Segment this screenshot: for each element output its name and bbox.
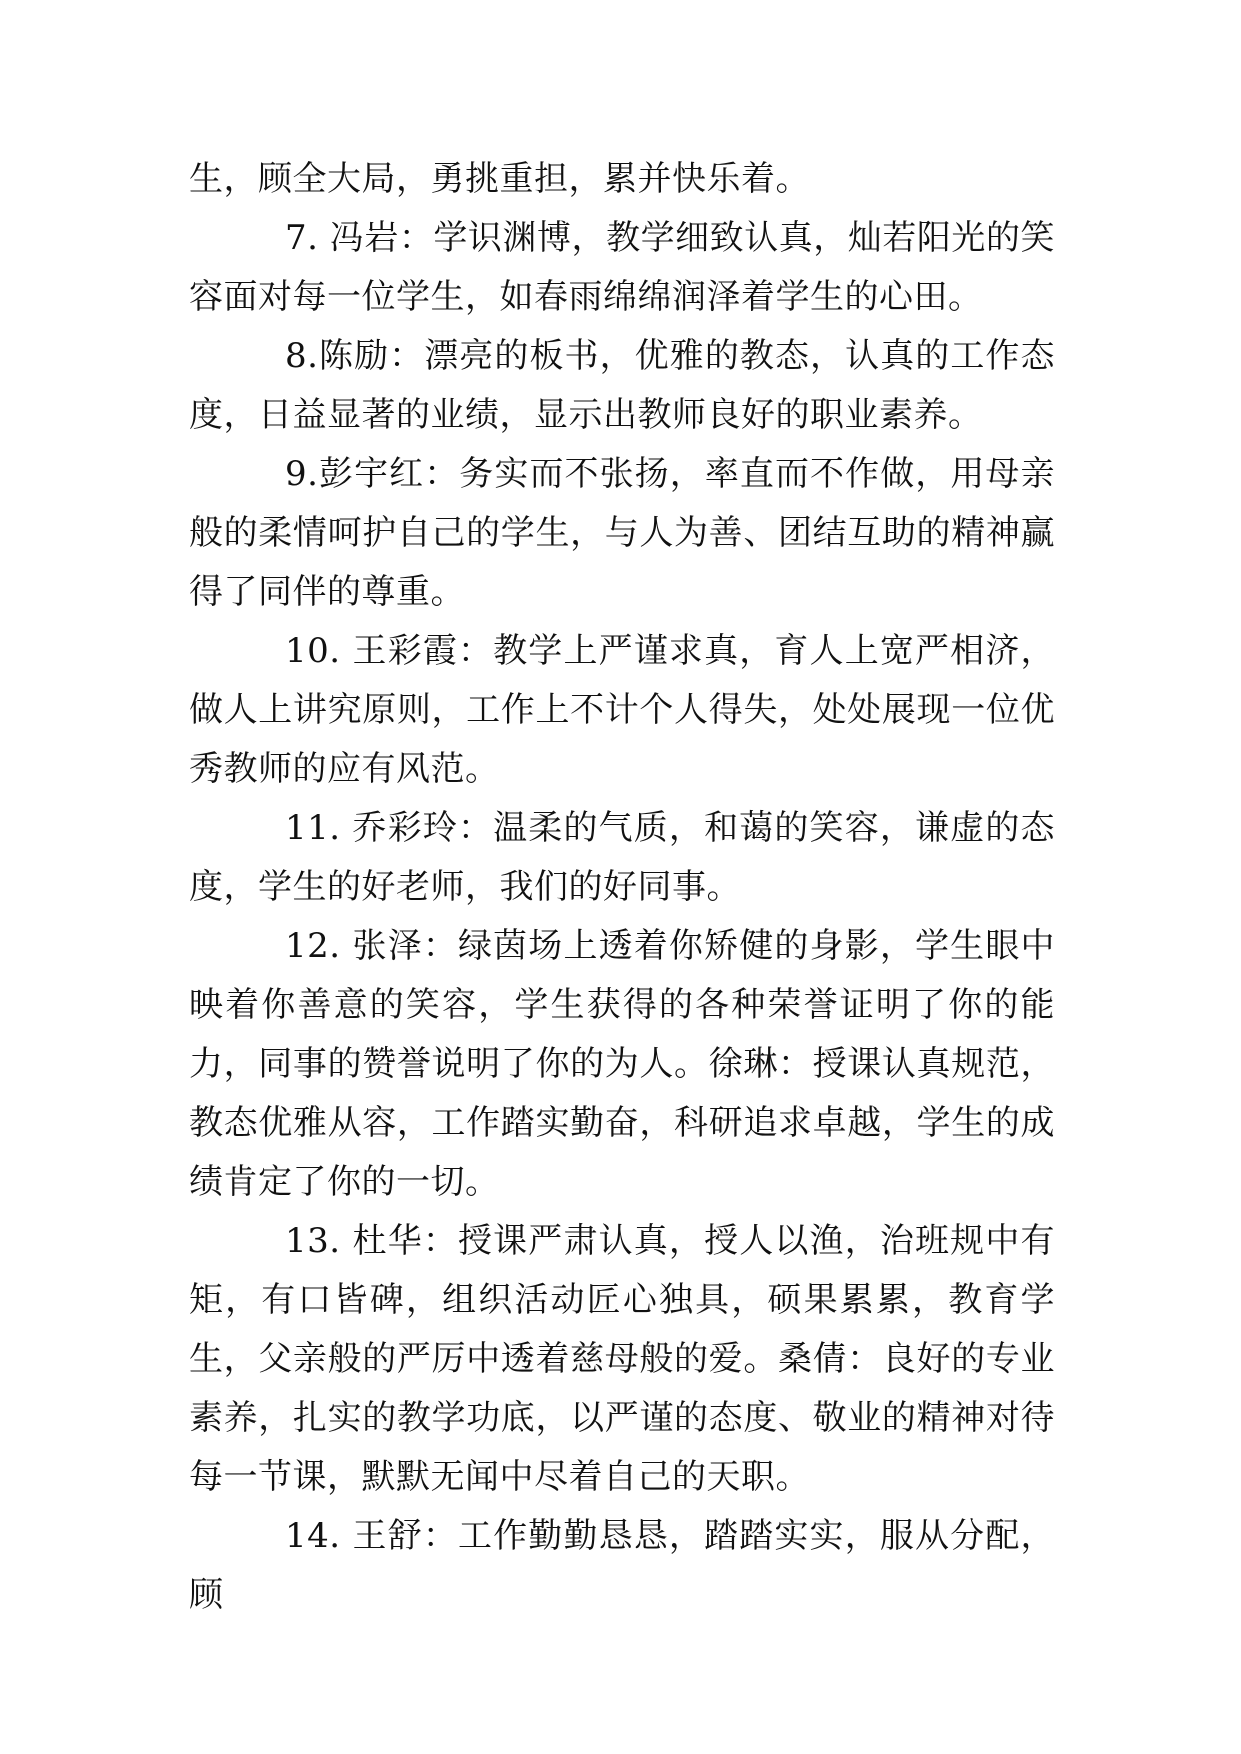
paragraph-item-14: 14. 王舒：工作勤勤恳恳，踏踏实实，服从分配，顾 — [189, 1516, 1055, 1615]
paragraph-item-7: 7. 冯岩：学识渊博，教学细致认真，灿若阳光的笑容面对每一位学生，如春雨绵绵润泽着学生的心田。 — [189, 218, 1055, 317]
body-text — [189, 150, 1055, 1625]
paragraph-item-9: 9.彭宇红：务实而不张扬，率直而不作做，用母亲般的柔情呵护自己的学生，与人为善、团结互助的精神赢得了同伴的尊重。 — [189, 454, 1055, 612]
paragraph-item-13: 13. 杜华：授课严肃认真，授人以渔，治班规中有矩，有口皆碑，组织活动匠心独具，硕果累累，教育学生，父亲般的严厉中透着慈母般的爱。桑倩：良好的专业素养，扎实的教学功底，以严谨的态度、敬业的精神对待每一节课，默默无闻中尽着自己的天职。 — [189, 1221, 1055, 1497]
paragraph-item-12: 12. 张泽：绿茵场上透着你矫健的身影，学生眼中映着你善意的笑容，学生获得的各种荣誉证明了你的能力，同事的赞誉说明了你的为人。徐琳：授课认真规范，教态优雅从容，工作踏实勤奋，科研追求卓越，学生的成绩肯定了你的一切。 — [189, 926, 1055, 1202]
paragraph-item-8: 8.陈励：漂亮的板书，优雅的教态，认真的工作态度，日益显著的业绩，显示出教师良好的职业素养。 — [189, 336, 1055, 435]
paragraph-item-11: 11. 乔彩玲：温柔的气质，和蔼的笑容，谦虚的态度，学生的好老师，我们的好同事。 — [189, 808, 1055, 907]
paragraph-continuation: 生，顾全大局，勇挑重担，累并快乐着。 — [189, 159, 810, 199]
paragraph-item-10: 10. 王彩霞：教学上严谨求真，育人上宽严相济，做人上讲究原则，工作上不计个人得失，处处展现一位优秀教师的应有风范。 — [189, 631, 1055, 789]
